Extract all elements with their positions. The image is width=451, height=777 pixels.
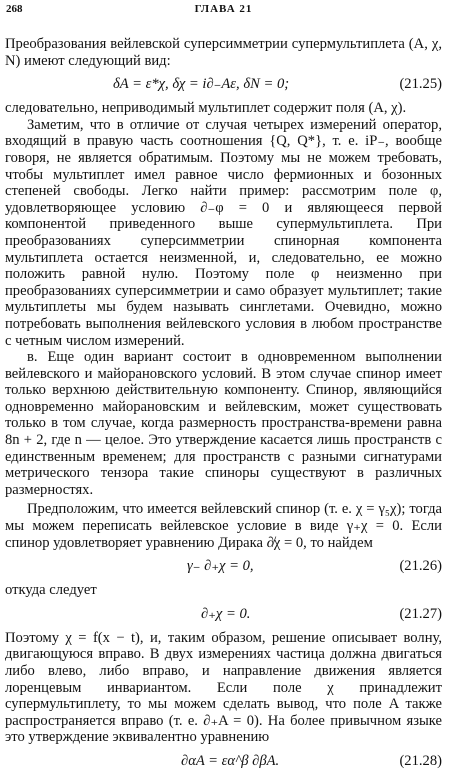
equation-formula: ∂₊χ = 0. bbox=[201, 605, 251, 622]
paragraph: Поэтому χ = f(x − t), и, таким образом, решение описывает волну, двигающуюся вправо. В двух измерениях частица должна двигаться либо влево, либо вправо, и направление движения является лоренцевым инвариантом. Если поле χ принадлежит супермультиплету, то мы можем сделать вывод, что поле A также распространяется вправо (т. е. ∂₊A = 0). На более привычном языке это утверждение эквивалентно уравнению bbox=[5, 629, 442, 746]
paragraph: следовательно, неприводимый мультиплет содержит поля (A, χ). bbox=[5, 100, 407, 117]
equation-number: (21.25) bbox=[399, 76, 442, 93]
page-header bbox=[4, 3, 443, 19]
paragraph: Предположим, что имеется вейлевский спинор (т. е. χ = γ₅χ); тогда мы можем переписать вейлевское условие в виде γ₊χ = 0. Если спинор удовлетворяет уравнению Дирака ∂̸χ = 0, то найдем bbox=[5, 501, 442, 551]
equation-number: (21.28) bbox=[399, 752, 442, 769]
paragraph: Преобразования вейлевской суперсимметрии супермультиплета (A, χ, N) имеют следующий вид: bbox=[5, 36, 442, 69]
equation-21-28 bbox=[5, 753, 442, 770]
equation-formula: ∂αA = εα^β ∂βA. bbox=[181, 752, 280, 769]
page-content bbox=[5, 36, 442, 777]
equation-21-27 bbox=[5, 606, 442, 623]
equation-formula: γ₋ ∂₊χ = 0, bbox=[187, 558, 254, 575]
equation-21-25 bbox=[5, 76, 442, 93]
paragraph: в. Еще один вариант состоит в одновременном выполнении вейлевского и майорановского условий. В этом случае спинор имеет только верхнюю действительную компоненту. Спинор, являющийся одновременно майорановским и вейлевским, может существовать только в том случае, когда размерность пространства-времени равна 8n + 2, где n — целое. Это утверждение касается лишь пространств с единственным временем; для пространств с разными сигнатурами метрического тензора такие спиноры существуют в различных размерностях. bbox=[5, 349, 442, 498]
equation-formula: δA = ε*χ, δχ = i∂₋Aε, δN = 0; bbox=[113, 76, 290, 93]
chapter-title: ГЛАВА 21 bbox=[194, 3, 253, 15]
paragraph: Заметим, что в отличие от случая четырех измерений оператор, входящий в правую часть соотношения {Q, Q*}, т. е. iP₋, вообще говоря, не является обратимым. Поэтому мы не можем требовать, чтобы мультиплет имел равное число фермионных и бозонных степеней свободы. Легко найти пример: рассмотрим поле φ, удовлетворяющее условию ∂₋φ = 0 и являющееся первой компонентой приведенного выше супермультиплета. При преобразованиях суперсимметрии спинорная компонента мультиплета остается неизменной, и, следовательно, ее можно положить равной нулю. Поэтому поле φ неизменно при преобразованиях суперсимметрии и само образует мультиплет; такие мультиплеты мы будем называть синглетами. Очевидно, можно потребовать выполнения вейлевского условия в любом пространстве с четным числом измерений. bbox=[5, 116, 442, 349]
equation-number: (21.27) bbox=[399, 605, 442, 622]
equation-21-26 bbox=[5, 558, 442, 575]
equation-number: (21.26) bbox=[399, 558, 442, 575]
page-number: 268 bbox=[6, 3, 23, 15]
paragraph: откуда следует bbox=[5, 582, 97, 599]
